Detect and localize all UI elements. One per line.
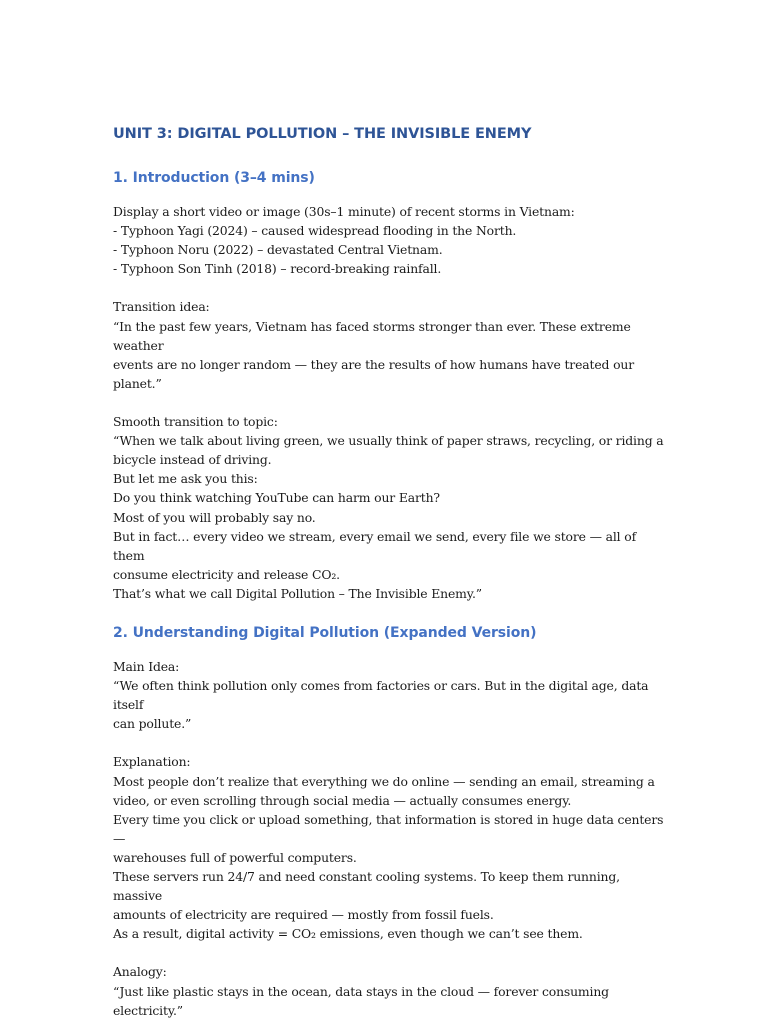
section-heading-introduction: 1. Introduction (3–4 mins)	[113, 170, 315, 186]
text-line: As a result, digital activity = CO₂ emissions, even though we can’t see them.	[113, 926, 583, 942]
text-line: events are no longer random — they are the results of how humans have treated our	[113, 356, 634, 372]
text-line: warehouses full of powerful computers.	[113, 849, 357, 865]
text-line: video, or even scrolling through social media — actually consumes energy.	[113, 792, 572, 808]
text-line: These servers run 24/7 and need constant cooling systems. To keep them running, massive	[113, 869, 620, 904]
text-line: - Typhoon Yagi (2024) – caused widespread flooding in the North.	[113, 223, 517, 239]
text-line: bicycle instead of driving.	[113, 452, 272, 468]
paragraph-analogy	[113, 962, 668, 1019]
text-line: Most of you will probably say no.	[113, 509, 316, 525]
text-line: Transition idea:	[113, 299, 210, 315]
paragraph-storms	[113, 202, 668, 278]
text-line: Do you think watching YouTube can harm our Earth?	[113, 490, 440, 506]
paragraph-transition-idea	[113, 297, 668, 392]
unit-title: UNIT 3: DIGITAL POLLUTION – THE INVISIBLE ENEMY	[113, 126, 532, 142]
text-line: Smooth transition to topic:	[113, 414, 278, 430]
text-line: planet.”	[113, 375, 162, 391]
text-line: - Typhoon Noru (2022) – devastated Central Vietnam.	[113, 242, 443, 258]
text-line: But in fact… every video we stream, every email we send, every file we store — all of them	[113, 528, 637, 563]
paragraph-main-idea	[113, 657, 668, 733]
paragraph-smooth-transition	[113, 412, 668, 603]
text-line: Every time you click or upload something, that information is stored in huge data centers —	[113, 811, 664, 846]
text-line: That’s what we call Digital Pollution – The Invisible Enemy.”	[113, 585, 482, 601]
text-line: “In the past few years, Vietnam has faced storms stronger than ever. These extreme weather	[113, 318, 631, 353]
section-heading-understanding: 2. Understanding Digital Pollution (Expanded Version)	[113, 624, 537, 641]
text-line: - Typhoon Son Tinh (2018) – record-breaking rainfall.	[113, 261, 442, 277]
text-line: can pollute.”	[113, 716, 192, 732]
text-line: Main Idea:	[113, 658, 180, 674]
text-line: Analogy:	[113, 964, 167, 980]
text-line: Explanation:	[113, 754, 191, 770]
text-line: amounts of electricity are required — mostly from fossil fuels.	[113, 907, 494, 923]
text-line: consume electricity and release CO₂.	[113, 566, 340, 582]
text-line: Display a short video or image (30s–1 minute) of recent storms in Vietnam:	[113, 204, 575, 219]
paragraph-explanation	[113, 752, 668, 943]
text-line: “We often think pollution only comes from factories or cars. But in the digital age, data itself	[113, 678, 649, 713]
text-line: But let me ask you this:	[113, 471, 258, 487]
text-line: “When we talk about living green, we usually think of paper straws, recycling, or riding a	[113, 433, 664, 449]
text-line: Most people don’t realize that everything we do online — sending an email, streaming a	[113, 773, 655, 789]
text-line: “Just like plastic stays in the ocean, data stays in the cloud — forever consuming electricity.”	[113, 983, 609, 1018]
